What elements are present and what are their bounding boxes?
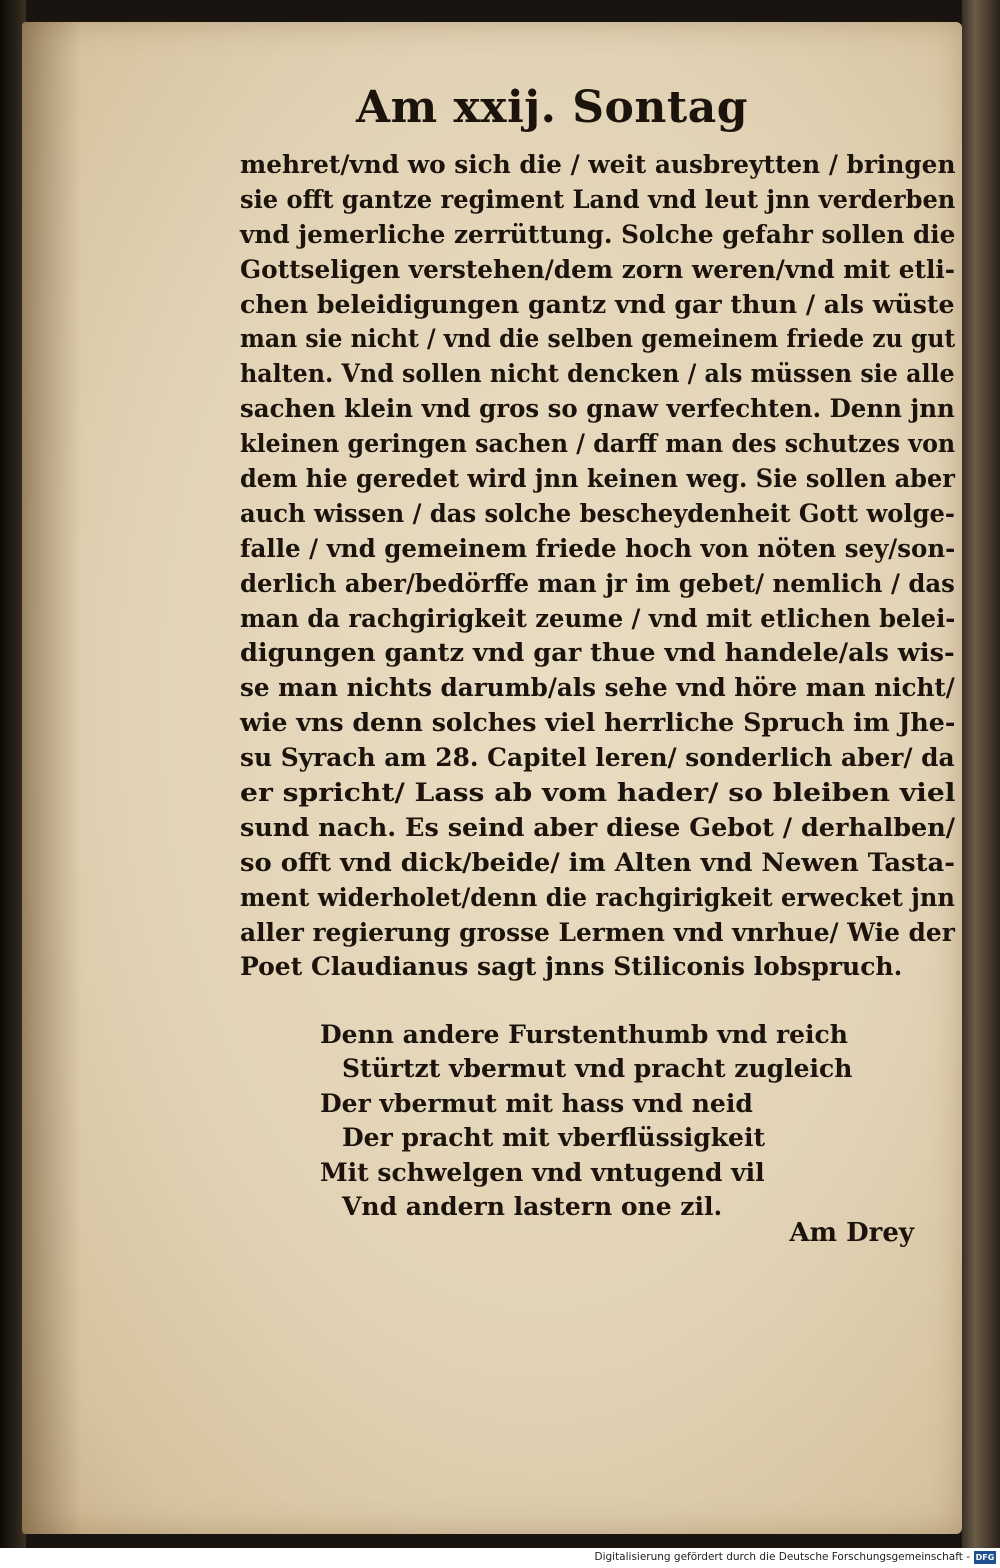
text-line: chen beleidigungen gantz vnd gar thun / als wüste [240,289,955,319]
text-line: sund nach. Es seind aber diese Gebot / derhalben/ [240,812,956,842]
text-line: digungen gantz vnd gar thue vnd handele/als wis- [240,638,955,668]
text-line: er spricht/ Lass ab vom hader/ so bleiben viel [240,778,956,808]
verse-line: Mit schwelgen vnd vntugend vil [320,1157,765,1187]
text-line: wie vns denn solches viel herrliche Spruch im Jhe- [240,708,956,738]
text-line: auch wissen / das solche bescheydenheit Gott wolge- [240,498,955,528]
verse-line: Der pracht mit vberflüssigkeit [342,1123,765,1153]
verse-line: Denn andere Furstenthumb vnd reich [320,1020,848,1049]
text-line: Poet Claudianus sagt jnns Stiliconis lobspruch. [240,952,903,982]
verse-quotation [320,1018,852,1224]
funding-credit: Digitalisierung gefördert durch die Deutsche Forschungsgemeinschaft - [594,1551,970,1563]
text-line: falle / vnd gemeinem friede hoch von nöten sey/son- [240,533,956,563]
digitization-footer [0,1548,1000,1568]
text-line: dem hie geredet wird jnn keinen weg. Sie sollen aber [240,464,955,494]
dfg-logo-icon: DFG [975,1553,995,1562]
text-line: aller regierung grosse Lermen vnd vnrhue/ Wie der [240,917,955,947]
text-line: halten. Vnd sollen nicht dencken / als müssen sie alle [240,359,955,389]
text-line: Gottseligen verstehen/dem zorn weren/vnd mit etli- [240,254,956,284]
text-line: su Syrach am 28. Capitel leren/ sonderlich aber/ da [240,743,955,773]
text-line: se man nichts darumb/als sehe vnd höre man nicht/ [240,673,955,703]
text-line: ment widerholet/denn die rachgirigkeit erwecket jnn [240,882,955,912]
catchword: Am Drey [789,1218,914,1248]
body-text [240,148,960,985]
book-edge [962,0,1000,1548]
text-line: vnd jemerliche zerrüttung. Solche gefahr sollen die [240,219,956,249]
text-line: kleinen geringen sachen / darff man des schutzes von [240,429,956,459]
text-line: derlich aber/bedörffe man jr im gebet/ nemlich / das [240,568,955,598]
text-line: sie offt gantze regiment Land vnd leut jnn verderben [240,184,956,214]
verse-line: Stürtzt vbermut vnd pracht zugleich [342,1054,853,1084]
verse-line: Vnd andern lastern one zil. [342,1191,723,1221]
text-line: so offt vnd dick/beide/ im Alten vnd Newen Tasta- [240,847,955,877]
paper-leaf [22,22,962,1534]
text-line: man da rachgirigkeit zeume / vnd mit etlichen belei- [240,603,956,633]
verse-line: Der vbermut mit hass vnd neid [320,1088,753,1118]
text-line: mehret/vnd wo sich die / weit ausbreytten / bringen [240,150,956,179]
text-line: sachen klein vnd gros so gnaw verfechten. Denn jnn [240,394,955,424]
text-line: man sie nicht / vnd die selben gemeinem friede zu gut [240,324,956,354]
running-head: Am xxij. Sontag [356,82,748,133]
